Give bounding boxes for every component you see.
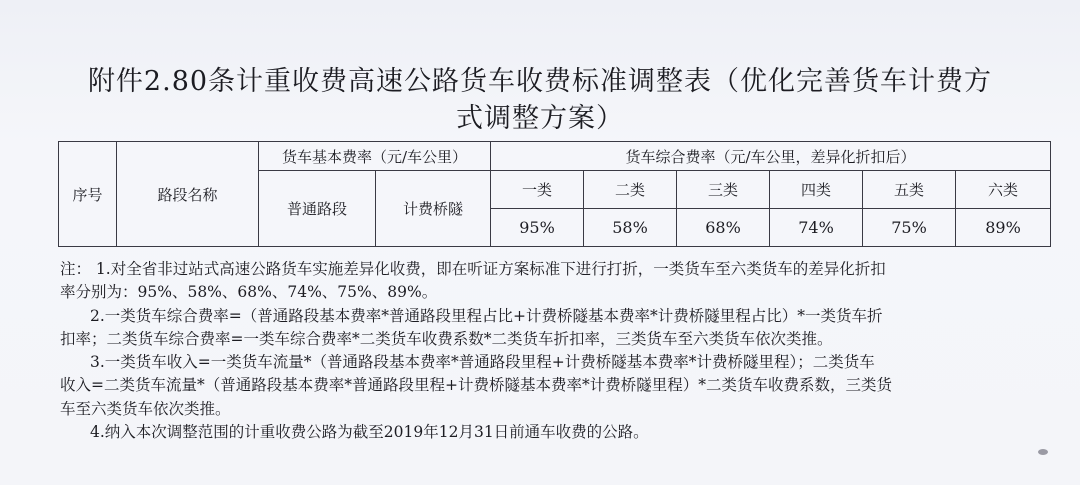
scan-speck: [1038, 449, 1048, 455]
discount-cell: 58%: [584, 209, 677, 247]
discount-cell: 95%: [491, 209, 584, 247]
header-combined-rate: 货车综合费率（元/车公里，差异化折扣后）: [491, 142, 1051, 171]
discount-cell: 75%: [863, 209, 956, 247]
class-header: 二类: [584, 171, 677, 209]
header-base-bridge: 计费桥隧: [376, 171, 491, 247]
note-2-line1: 2.一类货车综合费率=（普通路段基本费率*普通路段里程占比+计费桥隧基本费率*计费桥隧里程占比）*一类货车折: [90, 306, 883, 325]
notes-section: [60, 258, 1050, 444]
note-3-line3: 车至六类货车依次类推。: [60, 399, 231, 418]
note-3-line2: 收入=二类货车流量*（普通路段基本费率*普通路段里程+计费桥隧基本费率*计费桥隧里程）*二类货车收费系数，三类货: [60, 376, 892, 395]
document-title-line2: 式调整方案）: [456, 103, 624, 134]
document-title-line1: 附件2.80条计重收费高速公路货车收费标准调整表（优化完善货车计费方: [87, 66, 993, 97]
class-header: 四类: [770, 171, 863, 209]
note-1-line1: 注： 1.对全省非过站式高速公路货车实施差异化收费，即在听证方案标准下进行打折，一类货车至六类货车的差异化折扣: [60, 260, 886, 278]
note-4: 4.纳入本次调整范围的计重收费公路为截至2019年12月31日前通车收费的公路。: [90, 423, 649, 442]
header-route-name: 路段名称: [117, 142, 259, 247]
note-1-line2: 率分别为：95%、58%、68%、74%、75%、89%。: [60, 283, 438, 302]
header-base-rate: 货车基本费率（元/车公里）: [259, 142, 491, 171]
rate-table: [58, 141, 1051, 247]
discount-cell: 89%: [956, 209, 1051, 247]
class-header: 五类: [863, 171, 956, 209]
class-header: 一类: [491, 171, 584, 209]
note-2-line2: 扣率；二类货车综合费率=一类车综合费率*二类货车收费系数*二类货车折扣率，三类货车至六类货车依次类推。: [60, 329, 833, 348]
discount-cell: 74%: [770, 209, 863, 247]
class-header: 三类: [677, 171, 770, 209]
discount-cell: 68%: [677, 209, 770, 247]
note-3-line1: 3.一类货车收入=一类货车流量*（普通路段基本费率*普通路段里程+计费桥隧基本费率*计费桥隧里程）；二类货车: [90, 353, 875, 372]
header-index: 序号: [59, 142, 117, 247]
class-header: 六类: [956, 171, 1051, 209]
header-base-normal: 普通路段: [259, 171, 376, 247]
